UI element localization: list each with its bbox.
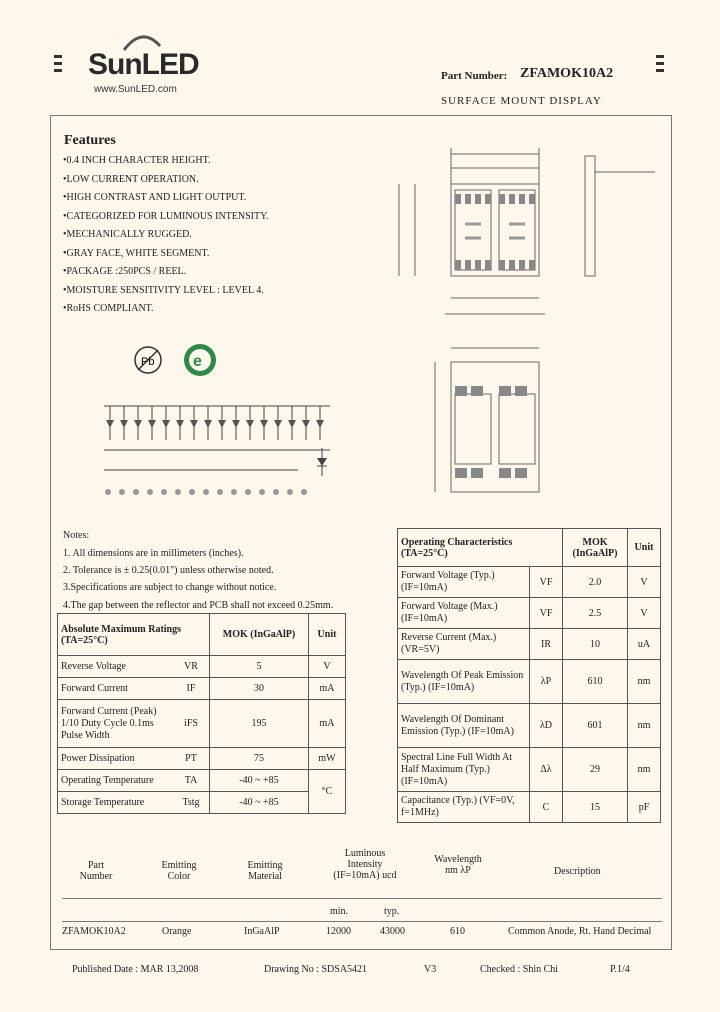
sg-row-part: ZFAMOK10A2 bbox=[62, 926, 126, 937]
oc-param: Wavelength Of Peak Emission (Typ.) (IF=10mA) bbox=[398, 660, 530, 704]
feature-item: •HIGH CONTRAST AND LIGHT OUTPUT. bbox=[63, 192, 247, 203]
amr-header-param: Absolute Maximum Ratings (TA=25°C) bbox=[58, 614, 210, 656]
amr-param: Forward Current bbox=[58, 678, 174, 700]
feature-item: •LOW CURRENT OPERATION. bbox=[63, 173, 199, 185]
sg-divider bbox=[62, 898, 662, 899]
oc-sym: VF bbox=[530, 567, 563, 598]
part-number: ZFAMOK10A2 bbox=[520, 66, 614, 81]
sg-header-color: Emitting Color bbox=[161, 860, 197, 882]
right-edge-marks bbox=[656, 55, 664, 76]
oc-val: 601 bbox=[563, 704, 628, 748]
sg-row-color: Orange bbox=[162, 926, 192, 937]
sg-header-material: Emitting Material bbox=[247, 860, 283, 882]
amr-param: Forward Current (Peak) 1/10 Duty Cycle 0.1ms Pulse Width bbox=[58, 700, 174, 748]
oc-header-mok: MOK (InGaAlP) bbox=[563, 529, 628, 567]
oc-unit: V bbox=[628, 598, 661, 629]
page-number: P.1/4 bbox=[610, 964, 630, 975]
amr-param: Storage Temperature bbox=[58, 792, 174, 814]
pb-free-icon bbox=[132, 344, 164, 376]
feature-item: •PACKAGE :250PCS / REEL. bbox=[63, 266, 187, 277]
oc-sym: Δλ bbox=[530, 748, 563, 792]
amr-sym: iFS bbox=[173, 700, 210, 748]
sg-header-part: Part Number bbox=[79, 860, 113, 882]
note-item: 1. All dimensions are in millimeters (inches). bbox=[63, 547, 244, 559]
oc-param: Spectral Line Full Width At Half Maximum (Typ.) (IF=10mA) bbox=[398, 748, 530, 792]
feature-item: •RoHS COMPLIANT. bbox=[63, 303, 154, 314]
note-item: 4.The gap between the reflector and PCB shall not exceed 0.25mm. bbox=[63, 599, 334, 611]
sg-row-description: Common Anode, Rt. Hand Decimal bbox=[508, 926, 652, 937]
sg-header-intensity: Luminous Intensity (IF=10mA) ucd bbox=[333, 848, 397, 881]
absolute-max-ratings-table bbox=[57, 613, 346, 814]
amr-sym: Tstg bbox=[173, 792, 210, 814]
oc-sym: λD bbox=[530, 704, 563, 748]
feature-item: •MECHANICALLY RUGGED. bbox=[63, 229, 192, 240]
operating-characteristics-table bbox=[397, 528, 661, 823]
amr-unit: °C bbox=[309, 770, 346, 814]
oc-sym: IR bbox=[530, 629, 563, 660]
amr-val: 75 bbox=[210, 748, 309, 770]
sg-sub-min: min. bbox=[330, 906, 349, 917]
oc-val: 2.0 bbox=[563, 567, 628, 598]
oc-unit: nm bbox=[628, 704, 661, 748]
sunled-logo: SunLED bbox=[88, 48, 199, 81]
oc-param: Reverse Current (Max.) (VR=5V) bbox=[398, 629, 530, 660]
sg-divider bbox=[62, 921, 662, 922]
amr-val: 30 bbox=[210, 678, 309, 700]
published-date: Published Date : MAR 13,2008 bbox=[72, 964, 199, 975]
amr-val: -40 ~ +85 bbox=[210, 770, 309, 792]
oc-val: 610 bbox=[563, 660, 628, 704]
oc-header-unit: Unit bbox=[628, 529, 661, 567]
version: V3 bbox=[424, 964, 437, 975]
feature-item: •GRAY FACE, WHITE SEGMENT. bbox=[63, 247, 210, 259]
oc-param: Forward Voltage (Max.) (IF=10mA) bbox=[398, 598, 530, 629]
amr-param: Operating Temperature bbox=[58, 770, 174, 792]
oc-unit: uA bbox=[628, 629, 661, 660]
features-title: Features bbox=[64, 133, 116, 148]
amr-param: Reverse Voltage bbox=[58, 656, 174, 678]
sg-sub-typ: typ. bbox=[384, 906, 400, 917]
features-list bbox=[63, 152, 269, 319]
circuit-diagram bbox=[98, 392, 338, 522]
oc-unit: pF bbox=[628, 792, 661, 823]
oc-unit: nm bbox=[628, 748, 661, 792]
package-dimension-drawing bbox=[385, 128, 665, 518]
sg-row-min: 12000 bbox=[326, 926, 351, 937]
oc-unit: V bbox=[628, 567, 661, 598]
amr-header-unit: Unit bbox=[309, 614, 346, 656]
eco-badge-text: e bbox=[193, 353, 202, 370]
amr-sym: VR bbox=[173, 656, 210, 678]
oc-param: Capacitance (Typ.) (VF=0V, f=1MHz) bbox=[398, 792, 530, 823]
amr-sym: IF bbox=[173, 678, 210, 700]
oc-val: 2.5 bbox=[563, 598, 628, 629]
sg-row-typ: 43000 bbox=[380, 926, 405, 937]
oc-param: Wavelength Of Dominant Emission (Typ.) (IF=10mA) bbox=[398, 704, 530, 748]
amr-unit: mW bbox=[309, 748, 346, 770]
amr-val: 5 bbox=[210, 656, 309, 678]
amr-val: -40 ~ +85 bbox=[210, 792, 309, 814]
amr-unit: V bbox=[309, 656, 346, 678]
diode-symbol-icon bbox=[312, 448, 332, 476]
notes-title: Notes: bbox=[63, 530, 90, 541]
amr-header-mok: MOK (InGaAlP) bbox=[210, 614, 309, 656]
feature-item: •0.4 INCH CHARACTER HEIGHT. bbox=[63, 155, 211, 166]
feature-item: •MOISTURE SENSITIVITY LEVEL : LEVEL 4. bbox=[63, 284, 264, 296]
oc-sym: λP bbox=[530, 660, 563, 704]
oc-header-param: Operating Characteristics (TA=25°C) bbox=[398, 529, 563, 567]
oc-unit: nm bbox=[628, 660, 661, 704]
part-number-label: Part Number: bbox=[441, 70, 508, 82]
oc-sym: C bbox=[530, 792, 563, 823]
sg-header-description: Description bbox=[554, 866, 601, 877]
oc-val: 15 bbox=[563, 792, 628, 823]
note-item: 3.Specifications are subject to change without notice. bbox=[63, 582, 277, 593]
amr-unit: mA bbox=[309, 700, 346, 748]
oc-sym: VF bbox=[530, 598, 563, 629]
product-subtitle: SURFACE MOUNT DISPLAY bbox=[441, 95, 602, 107]
oc-val: 29 bbox=[563, 748, 628, 792]
website-url[interactable]: www.SunLED.com bbox=[94, 84, 177, 95]
amr-param: Power Dissipation bbox=[58, 748, 174, 770]
feature-item: •CATEGORIZED FOR LUMINOUS INTENSITY. bbox=[63, 210, 269, 222]
notes-block bbox=[63, 527, 333, 614]
sg-row-material: InGaAlP bbox=[244, 926, 280, 937]
drawing-number: Drawing No : SDSA5421 bbox=[264, 964, 368, 975]
amr-unit: mA bbox=[309, 678, 346, 700]
eco-icon bbox=[182, 342, 218, 378]
pb-badge-text: Pb bbox=[141, 356, 155, 368]
logo-arc-icon bbox=[122, 30, 162, 52]
checked-by: Checked : Shin Chi bbox=[480, 964, 559, 975]
sg-header-wavelength: Wavelength nm λP bbox=[434, 854, 482, 876]
note-item: 2. Tolerance is ± 0.25(0.01") unless otherwise noted. bbox=[63, 565, 274, 576]
sg-row-wavelength: 610 bbox=[450, 926, 465, 937]
oc-param: Forward Voltage (Typ.) (IF=10mA) bbox=[398, 567, 530, 598]
amr-sym: TA bbox=[173, 770, 210, 792]
selection-guide-header bbox=[62, 848, 662, 898]
oc-val: 10 bbox=[563, 629, 628, 660]
amr-sym: PT bbox=[173, 748, 210, 770]
left-edge-marks bbox=[54, 55, 62, 76]
amr-val: 195 bbox=[210, 700, 309, 748]
